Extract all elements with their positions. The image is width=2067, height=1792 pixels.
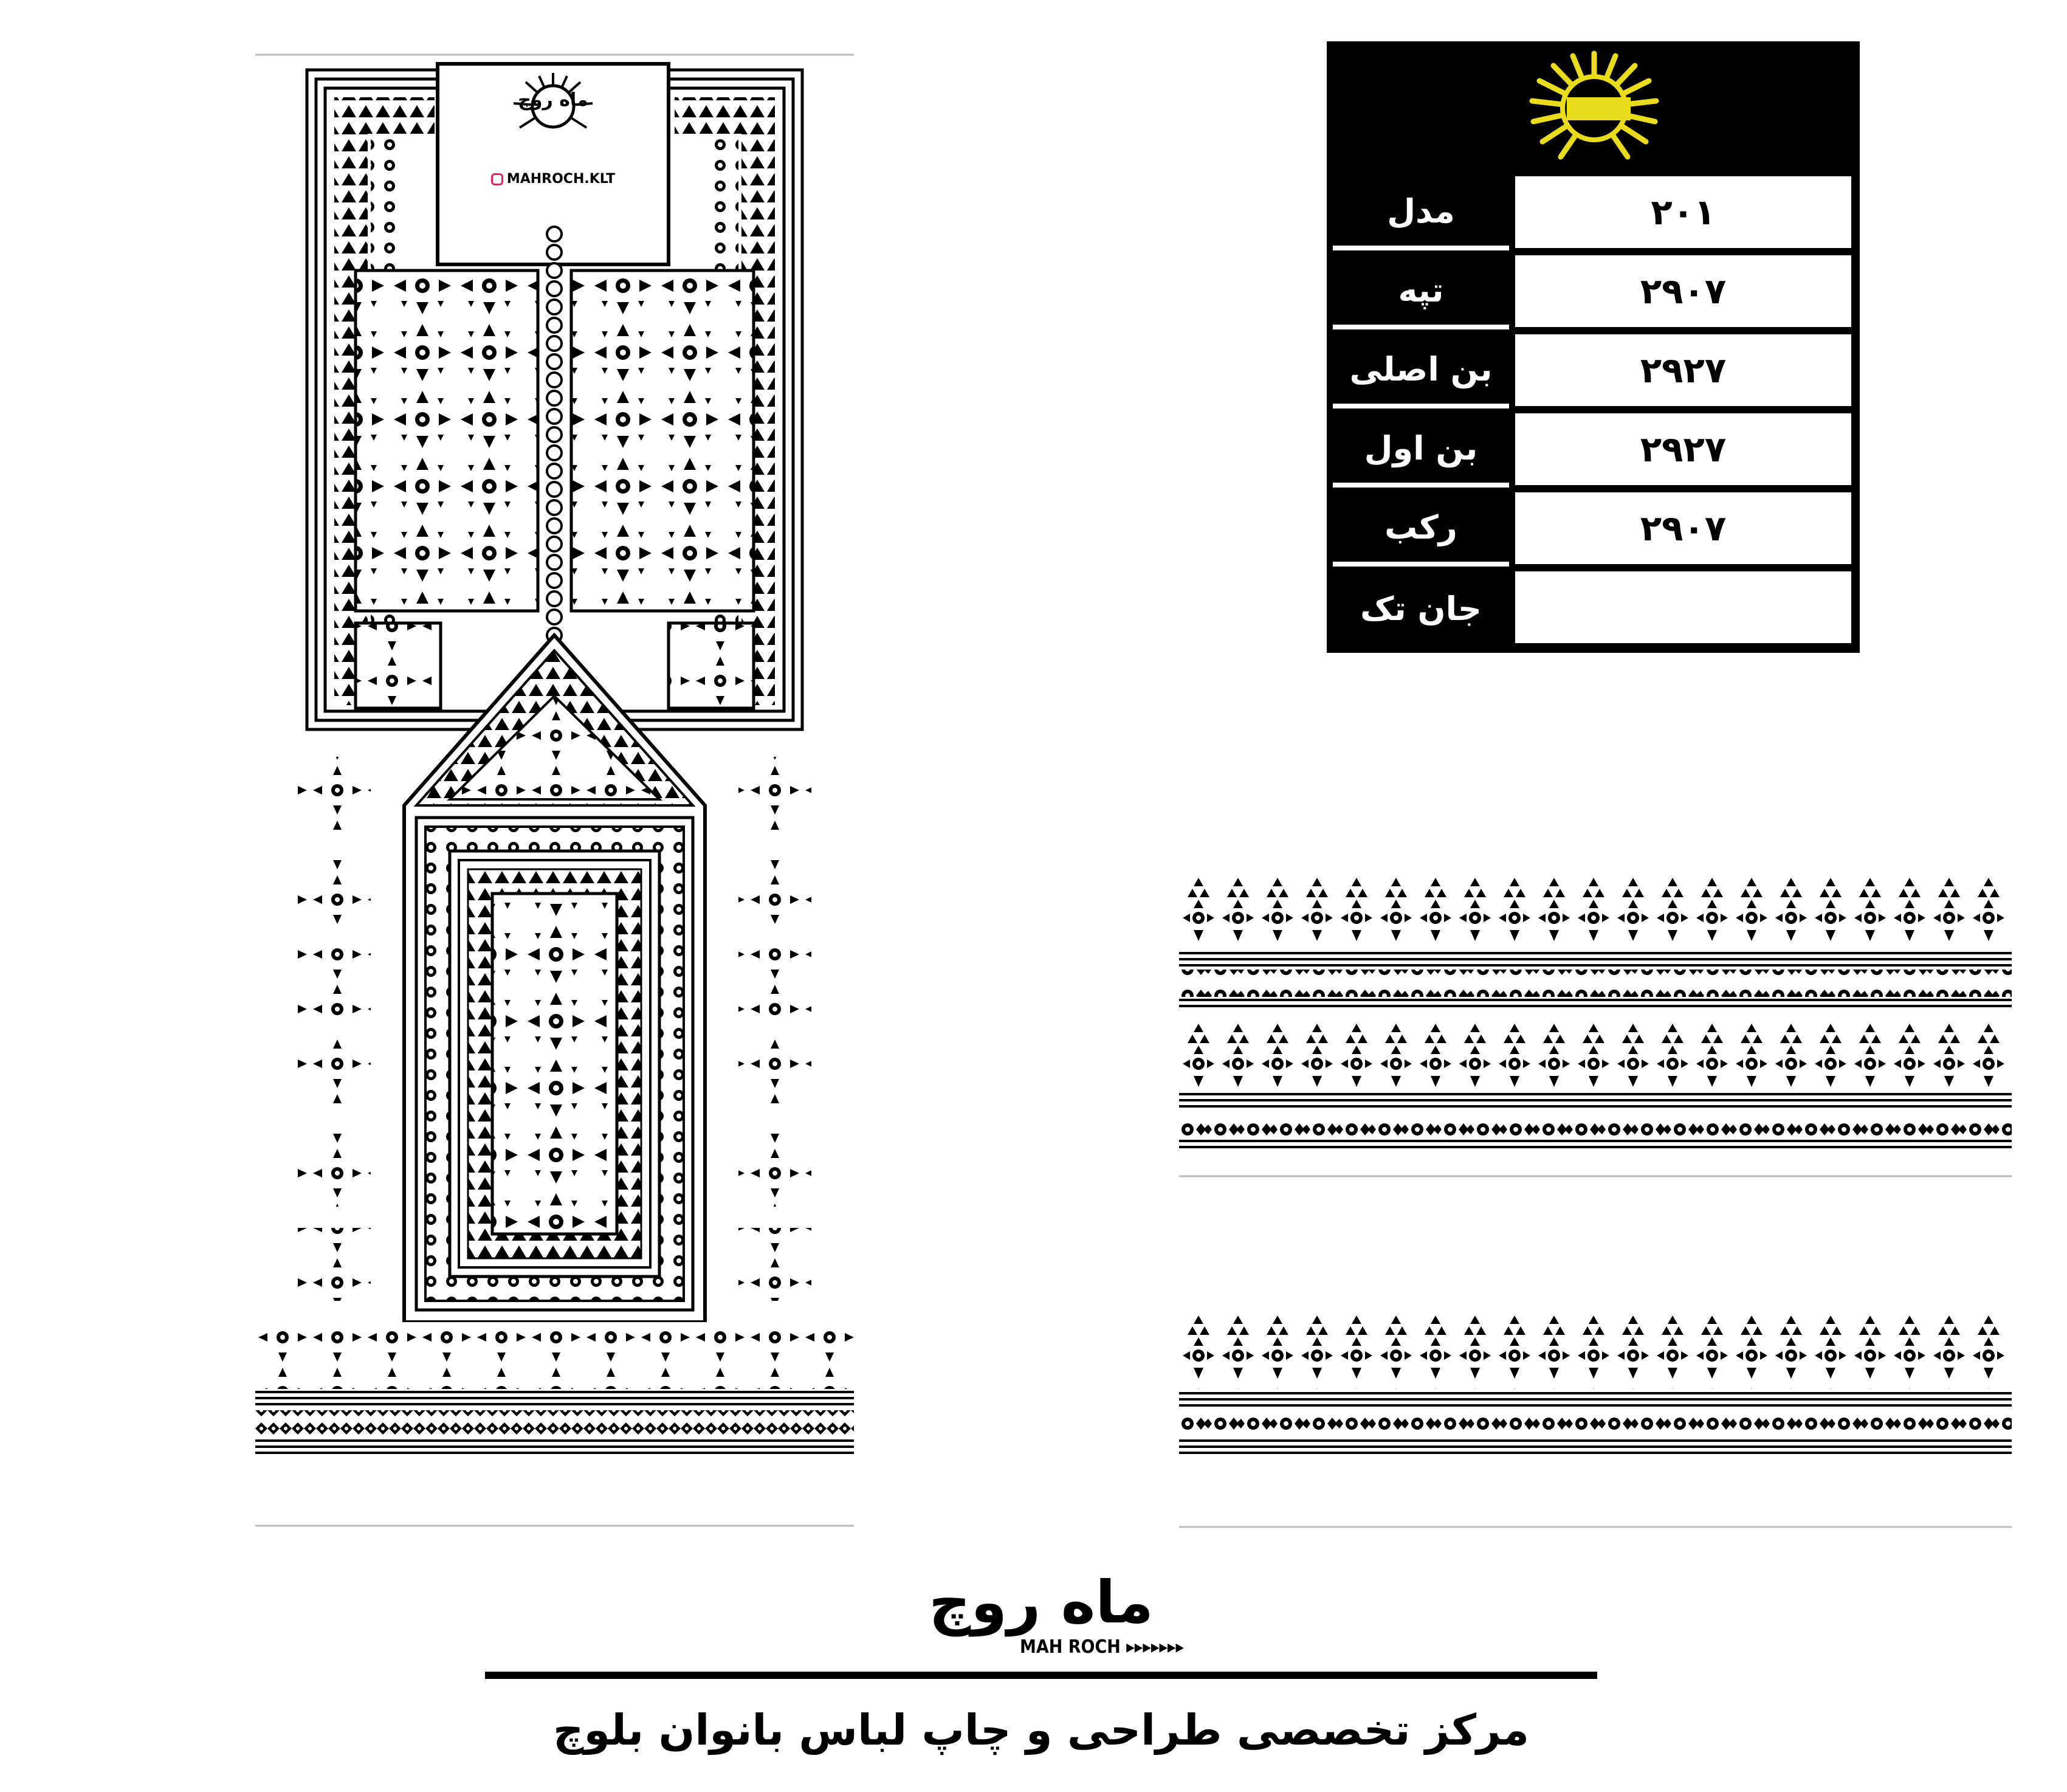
spec-label: مدل xyxy=(1333,176,1509,250)
instagram-icon xyxy=(491,173,503,185)
spec-row-tappeh xyxy=(1327,255,1860,329)
spec-label: بن اصلی xyxy=(1333,334,1509,408)
footer-tagline: مرکز تخصصی طراحی و چاپ لباس بانوان بلوچ xyxy=(553,1705,1529,1755)
brand-footer xyxy=(485,1568,1597,1769)
garment-logo-brand: ماه روچ xyxy=(518,89,588,111)
garment-pattern-svg xyxy=(255,52,854,1529)
border-strips-svg xyxy=(1179,875,2012,1532)
spec-value: ۲۹۰۷ xyxy=(1515,492,1851,564)
spec-row-jantak xyxy=(1327,571,1860,646)
spec-value: ۲۹۰۷ xyxy=(1515,255,1851,327)
footer-logo-latin: MAH ROCH ▸▸▸▸▸▸▸ xyxy=(1020,1636,1185,1658)
spec-row-first-base xyxy=(1327,413,1860,488)
garment-design xyxy=(255,52,854,1529)
spec-row-main-base xyxy=(1327,334,1860,408)
garment-logo xyxy=(450,70,656,252)
garment-instagram-handle: MAHROCH.KLT xyxy=(450,171,656,187)
footer-divider xyxy=(485,1672,1597,1679)
sleeve-border-strips xyxy=(1179,875,2012,1532)
spec-table-logo xyxy=(1327,41,1860,176)
footer-logo: ماه روچ xyxy=(929,1568,1154,1636)
spec-label: جان تک xyxy=(1360,589,1482,628)
spec-row-model xyxy=(1327,176,1860,250)
spec-label: بن اول xyxy=(1333,413,1509,488)
spec-value: ۲۹۲۷ xyxy=(1515,413,1851,485)
spec-value xyxy=(1515,571,1851,643)
spec-row-cuff xyxy=(1327,492,1860,567)
spec-value: ۲۰۱ xyxy=(1515,176,1851,248)
spec-label: رکب xyxy=(1333,492,1509,567)
spec-value: ۲۹۲۷ xyxy=(1515,334,1851,406)
spec-label: تپه xyxy=(1333,255,1509,329)
sun-logo-yellow-icon xyxy=(1327,41,1860,176)
spec-table xyxy=(1327,41,1860,653)
